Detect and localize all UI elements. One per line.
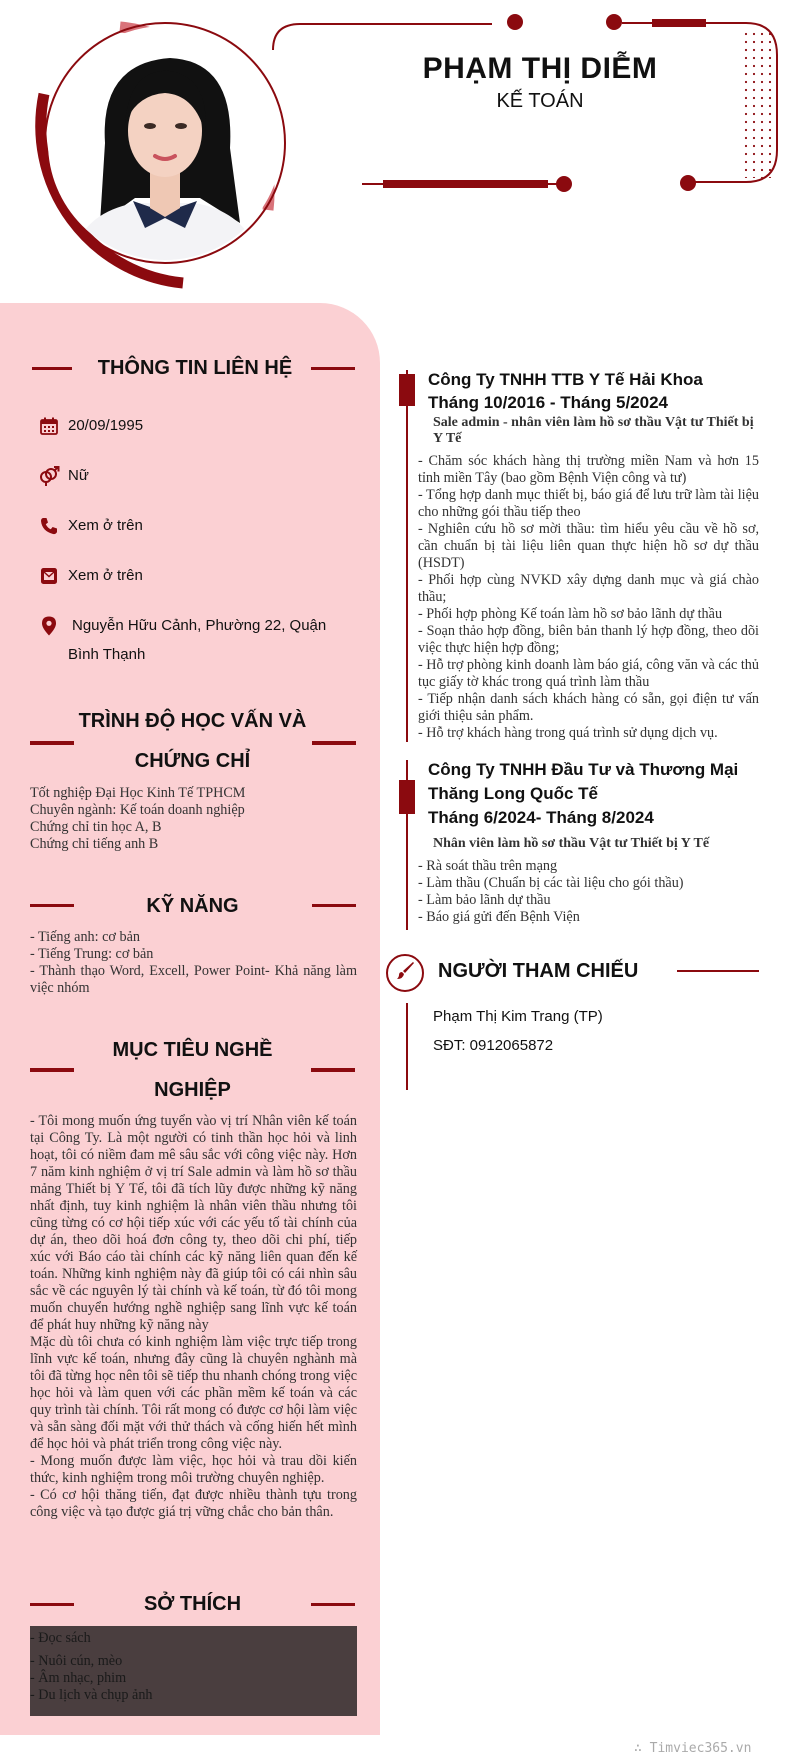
section-rule — [32, 367, 72, 370]
email-icon — [38, 565, 60, 587]
timeline-marker — [399, 780, 415, 814]
duty-line: - Chăm sóc khách hàng thị trường miền Nam và hơn 15 tỉnh miền Tây (bao gồm Bệnh Viện công và tư) — [418, 453, 759, 486]
references-line — [406, 1003, 408, 1090]
calendar-icon — [38, 415, 60, 437]
phone-icon — [38, 515, 60, 537]
objective-text — [30, 1113, 357, 1521]
duty-line: - Soạn thảo hợp đồng, biên bản thanh lý hợp đồng, theo dõi việc thực hiện hợp đồng; — [418, 623, 759, 656]
reference-name: Phạm Thị Kim Trang (TP) — [433, 1008, 603, 1025]
hobby-line: - Đọc sách — [30, 1630, 91, 1646]
duty-line: - Hỗ trợ phòng kinh doanh làm báo giá, công văn và các thủ tục giấy tờ khác trong quá trình làm thầu — [418, 657, 759, 690]
gender-icon — [38, 465, 60, 487]
education-section-title-line1: TRÌNH ĐỘ HỌC VẤN VÀ — [78, 710, 307, 732]
experience-1-role: Sale admin - nhân viên làm hồ sơ thầu Vật tư Thiết bị Y Tế — [433, 415, 754, 446]
duty-line: - Làm thầu (Chuẩn bị các tài liệu cho gói thầu) — [418, 875, 684, 891]
email-value: Xem ở trên — [68, 567, 143, 584]
skill-line: - Tiếng anh: cơ bản — [30, 929, 140, 945]
hobby-line: - Nuôi cún, mèo — [30, 1653, 123, 1669]
education-line: Chuyên ngành: Kế toán doanh nghiệp — [30, 802, 245, 818]
education-line: Tốt nghiệp Đại Học Kinh Tế TPHCM — [30, 785, 246, 801]
duty-line: - Báo giá gửi đến Bệnh Viện — [418, 909, 580, 925]
section-rule — [312, 904, 356, 907]
experience-2-company-line2: Thăng Long Quốc Tế — [428, 784, 598, 803]
objective-paragraph: - Có cơ hội thăng tiến, đạt được nhiều thành tựu trong công việc và tạo được giá trị vững chắc cho bản thân. — [30, 1487, 357, 1520]
hobbies-text — [30, 1630, 357, 1704]
education-text — [30, 785, 360, 853]
timeline-line — [406, 370, 408, 742]
references-icon-badge — [386, 954, 424, 992]
skill-line: - Tiếng Trung: cơ bản — [30, 946, 154, 962]
reference-phone: SĐT: 0912065872 — [433, 1037, 554, 1054]
section-rule — [30, 1603, 74, 1606]
references-section-title: NGƯỜI THAM CHIẾU — [438, 960, 639, 982]
duty-line: - Phối hợp phòng Kế toán làm hồ sơ bảo lãnh dự thầu — [418, 606, 723, 622]
address-line2: Bình Thạnh — [68, 646, 146, 663]
brush-icon — [395, 961, 415, 985]
duty-line: - Nghiên cứu hồ sơ mời thầu: tìm hiểu yêu cầu về hồ sơ, cần chuẩn bị tài liệu liên quan thực hiện hồ sơ dự thầu (HSDT) — [418, 521, 759, 571]
experience-2-period: Tháng 6/2024- Tháng 8/2024 — [428, 808, 654, 827]
experience-1-duties — [418, 453, 759, 742]
duty-line: - Tổng hợp danh mục thiết bị, báo giá để lưu trữ làm tài liệu cho những gói thầu tiếp theo — [418, 487, 759, 520]
location-pin-icon — [38, 615, 60, 637]
duty-line: - Phối hợp cùng NVKD xây dựng danh mục và giá chào thầu; — [418, 572, 759, 605]
experience-2-company-line1: Công Ty TNHH Đầu Tư và Thương Mại — [428, 760, 739, 779]
duty-line: - Tiếp nhận danh sách khách hàng có sẵn, gọi điện tư vấn giới thiệu sản phẩm. — [418, 691, 759, 724]
section-rule — [677, 970, 759, 972]
section-rule — [312, 741, 356, 745]
experience-2-role: Nhân viên làm hồ sơ thầu Vật tư Thiết bị Y Tế — [433, 836, 710, 851]
education-section-title-line2: CHỨNG CHỈ — [134, 750, 251, 772]
duty-line: - Rà soát thầu trên mạng — [418, 858, 558, 874]
objective-section-title-line2: NGHIỆP — [154, 1079, 231, 1101]
timeline-marker — [399, 374, 415, 406]
phone-value: Xem ở trên — [68, 517, 143, 534]
candidate-name: PHẠM THỊ DIỄM — [422, 52, 658, 85]
section-rule — [311, 1068, 355, 1072]
section-rule — [30, 741, 74, 745]
experience-1-period: Tháng 10/2016 - Tháng 5/2024 — [428, 393, 668, 412]
objective-section-title-line1: MỤC TIÊU NGHỀ — [112, 1039, 273, 1061]
section-rule — [30, 904, 74, 907]
section-rule — [311, 1603, 355, 1606]
skill-line: - Thành thạo Word, Excell, Power Point- Khả năng làm việc nhóm — [30, 963, 357, 996]
hobbies-section-title: SỞ THÍCH — [143, 1593, 242, 1615]
objective-paragraph: Mặc dù tôi chưa có kinh nghiệm làm việc trực tiếp trong lĩnh vực kế toán, nhưng đây cũng là chuyên nghành mà tôi đã từng học nên tôi sẽ tiếp thu nhanh chóng trong việc học hỏi và làm quen với các phần mềm kế toán và các quy trình tài chính. Tôi rất mong có được cơ hội làm việc và sẵn sàng đối mặt với thử thách và cống hiến hết mình để học hỏi và phát triển trong công việc này. — [30, 1334, 357, 1452]
hobby-line: - Âm nhạc, phim — [30, 1670, 127, 1686]
duty-line: - Hỗ trợ khách hàng trong quá trình sử dụng dịch vụ. — [418, 725, 718, 741]
experience-1-company: Công Ty TNHH TTB Y Tế Hải Khoa — [428, 370, 703, 389]
hobby-line: - Du lịch và chụp ảnh — [30, 1687, 153, 1703]
birthdate-value: 20/09/1995 — [68, 417, 144, 434]
job-title: KẾ TOÁN — [496, 90, 584, 112]
section-rule — [30, 1068, 74, 1072]
skills-section-title: KỸ NĂNG — [146, 895, 239, 917]
duty-line: - Làm bảo lãnh dự thầu — [418, 892, 551, 908]
site-watermark: ∴ Timviec365.vn — [634, 1741, 752, 1756]
education-line: Chứng chỉ tin học A, B — [30, 819, 162, 835]
experience-2-duties — [418, 858, 759, 926]
education-line: Chứng chỉ tiếng anh B — [30, 836, 159, 852]
objective-paragraph: - Tôi mong muốn ứng tuyển vào vị trí Nhân viên kế toán tại Công Ty. Là một người có tinh thần học hỏi và linh hoạt, tôi có niềm đam mê sâu sắc với công việc này. Hơn 7 năm kinh nghiệm ở vị trí Sale admin và làm hồ sơ thầu mảng Thiết bị Y Tế, tôi đã tích lũy được những kỹ năng nhất định, tuy kinh nghiệm là nhân viên thầu nhưng tôi cũng từng có cơ hội tiếp xúc với các yếu tố tài chính của dự án, theo dõi hoá đơn công ty, theo dõi chi phí, tiếp xúc với Báo cáo tài chính các kỹ năng liên quan đến kế toán. Những kinh nghiệm này đã giúp tôi có cái nhìn sâu sắc về các nguyên lý tài chính và kế toán, từ đó tôi mong muốn chuyển hướng nghề nghiệp sang lĩnh vực kế toán để phát huy những kỹ năng này — [30, 1113, 357, 1333]
avatar — [45, 23, 285, 263]
contact-section-title: THÔNG TIN LIÊN HỆ — [97, 357, 293, 379]
gender-value: Nữ — [68, 467, 89, 484]
objective-paragraph: - Mong muốn được làm việc, học hỏi và trau dồi kiến thức, kinh nghiệm trong môi trường chuyên nghiệp. — [30, 1453, 357, 1486]
address-line1: Nguyễn Hữu Cảnh, Phường 22, Quận — [72, 617, 327, 634]
section-rule — [311, 367, 355, 370]
skills-text — [30, 929, 357, 997]
